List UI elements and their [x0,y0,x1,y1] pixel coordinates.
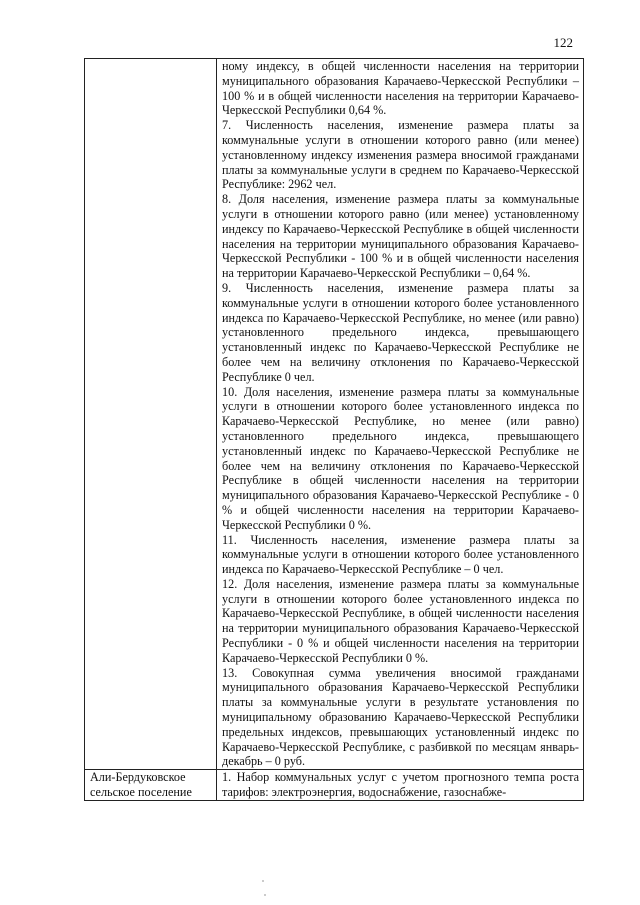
municipality-cell [85,59,217,770]
indicator-paragraph: ному индексу, в общей численности населения на территории муниципального образования Карачаево-Черкесской Республики – 100 % и в общей численности населения на территории Карачаево-Черкесской Республики 0,64 %. [222,59,579,118]
table-row [85,770,584,801]
indicator-paragraph: 7. Численность населения, изменение размера платы за коммунальные услуги в отношении которого равно (или менее) установленному индексу изменения размера вносимой гражданами платы за коммунальные услуги в среднем по Карачаево-Черкесской Республике: 2962 чел. [222,118,579,192]
municipality-cell: Али-Бердуковское сельское поселение [85,770,217,801]
municipal-indicators-table [84,58,584,801]
indicator-paragraph: 10. Доля населения, изменение размера платы за коммунальные услуги в отношении которого более установленного индекса по Карачаево-Черкесской Республике, но менее (или равно) установленного предельного индекса, превышающего установленный индекс по Карачаево-Черкесской Республике не более чем на величину отклонения по Карачаево-Черкесской Республике в общей численности населения на территории муниципального образования Карачаево-Черкесской Республике - 0 % и общей численности населения на территории Карачаево-Черкесской Республики 0 %. [222,384,579,532]
indicator-paragraph: 13. Совокупная сумма увеличения вносимой гражданами муниципального образования Карачаево-Черкесской Республики платы за коммунальные услуги в результате установления по муниципальному образованию Карачаево-Черкесской Республики предельных индексов, превышающих установленный индекс по Карачаево-Черкесской Республике, с разбивкой по месяцам январь-декабрь – 0 руб. [222,665,579,769]
page-number: 122 [553,35,573,50]
indicator-paragraph: 12. Доля населения, изменение размера платы за коммунальные услуги в отношении которого более установленного индекса по Карачаево-Черкесской Республике, в общей численности населения на территории муниципального образования Карачаево-Черкесской Республики - 0 % и общей численности населения на территории Карачаево-Черкесской Республики 0 %. [222,576,579,665]
indicator-paragraph: 11. Численность населения, изменение размера платы за коммунальные услуги в отношении которого более установленного индекса по Карачаево-Черкесской Республике – 0 чел. [222,532,579,577]
scan-speck [262,880,264,882]
indicators-cell [217,770,584,801]
indicators-cell [217,59,584,770]
scan-speck [264,894,266,896]
indicator-paragraph: 8. Доля населения, изменение размера платы за коммунальные услуги в отношении которого равно (или менее) установленному индексу по Карачаево-Черкесской Республике в общей численности населения на территории муниципального образования Карачаево-Черкесской Республики - 100 % и в общей численности населения на территории Карачаево-Черкесской Республики – 0,64 %. [222,192,579,281]
indicator-paragraph: 9. Численность населения, изменение размера платы за коммунальные услуги в отношении которого более установленного индекса по Карачаево-Черкесской Республике, но менее (или равно) установленного предельного индекса, превышающего установленный индекс по Карачаево-Черкесской Республике не более чем на величину отклонения по Карачаево-Черкесской Республике 0 чел. [222,280,579,384]
indicator-paragraph: 1. Набор коммунальных услуг с учетом прогнозного темпа роста тарифов: электроэнергия, водоснабжение, газоснабже- [222,770,579,800]
table-row [85,59,584,770]
